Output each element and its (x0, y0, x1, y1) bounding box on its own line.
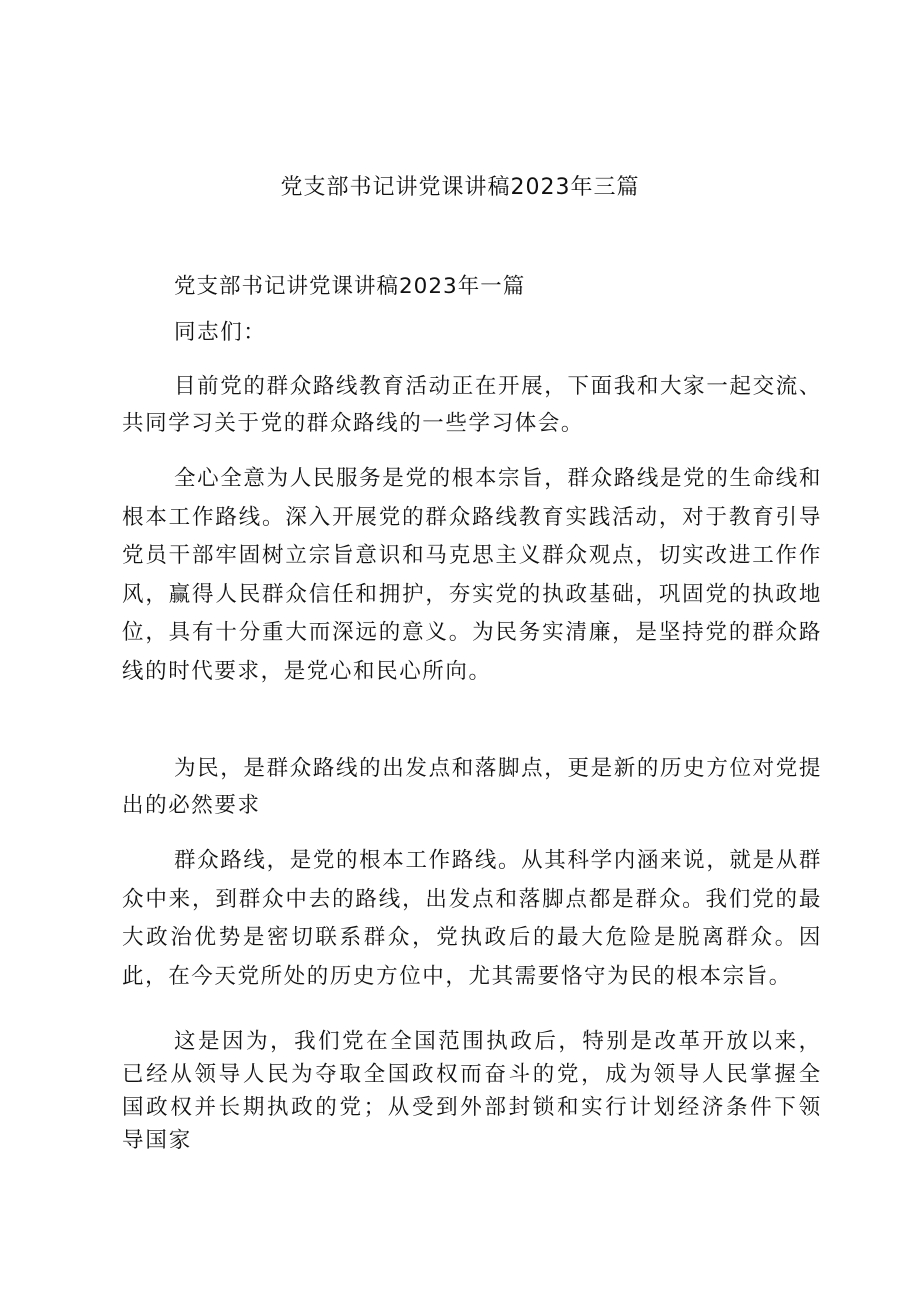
paragraph: 全心全意为人民服务是党的根本宗旨，群众路线是党的生命线和根本工作路线。深入开展党的群众路线教育实践活动，对于教育引导党员干部牢固树立宗旨意识和马克思主义群众观点，切实改进工作作风，赢得人民群众信任和拥护，夯实党的执政基础，巩固党的执政地位，具有十分重大而深远的意义。为民务实清廉，是坚持党的群众路线的时代要求，是党心和民心所向。 (122, 466, 822, 684)
paragraph: 为民，是群众路线的出发点和落脚点，更是新的历史方位对党提出的必然要求 (122, 756, 822, 818)
paragraph: 群众路线，是党的根本工作路线。从其科学内涵来说，就是从群众中来，到群众中去的路线，出发点和落脚点都是群众。我们党的最大政治优势是密切联系群众，党执政后的最大危险是脱离群众。因此，在今天党所处的历史方位中，尤其需要恪守为民的根本宗旨。 (122, 848, 822, 989)
paragraph: 目前党的群众路线教育活动正在开展，下面我和大家一起交流、共同学习关于党的群众路线的一些学习体会。 (122, 374, 822, 436)
section-subtitle: 党支部书记讲党课讲稿2023年一篇 (174, 274, 526, 299)
paragraph: 这是因为，我们党在全国范围执政后，特别是改革开放以来，已经从领导人民为夺取全国政权而奋斗的党，成为领导人民掌握全国政权并长期执政的党；从受到外部封锁和实行计划经济条件下领导国家 (122, 1029, 822, 1153)
greeting: 同志们： (174, 320, 267, 345)
document-title: 党支部书记讲党课讲稿2023年三篇 (280, 175, 640, 200)
